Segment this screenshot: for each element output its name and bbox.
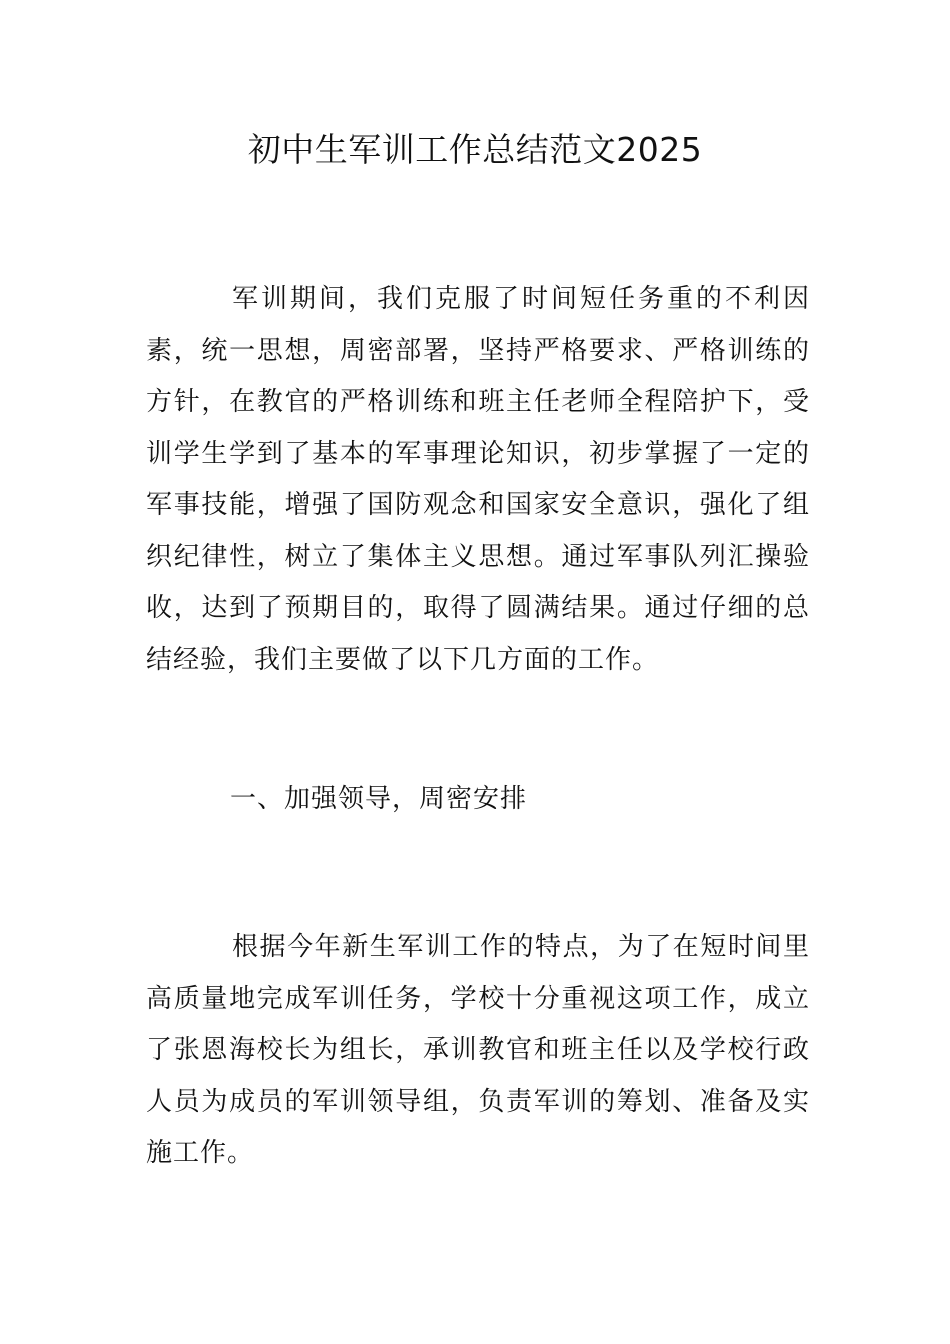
document-title: 初中生军训工作总结范文2025 xyxy=(247,130,703,169)
intro-paragraph: 军训期间，我们克服了时间短任务重的不利因素，统一思想，周密部署，坚持严格要求、严格训练的方针，在教官的严格训练和班主任老师全程陪护下，受训学生学到了基本的军事理论知识，初步掌握了一定的军事技能，增强了国防观念和国家安全意识，强化了组织纪律性，树立了集体主义思想。通过军事队列汇操验收，达到了预期目的，取得了圆满结果。通过仔细的总结经验，我们主要做了以下几方面的工作。 xyxy=(146,284,810,675)
section-heading: 一、加强领导，周密安排 xyxy=(230,784,528,814)
section-paragraph: 根据今年新生军训工作的特点，为了在短时间里高质量地完成军训任务，学校十分重视这项工作，成立了张恩海校长为组长，承训教官和班主任以及学校行政人员为成员的军训领导组，负责军训的筹划、准备及实施工作。 xyxy=(146,932,810,1168)
